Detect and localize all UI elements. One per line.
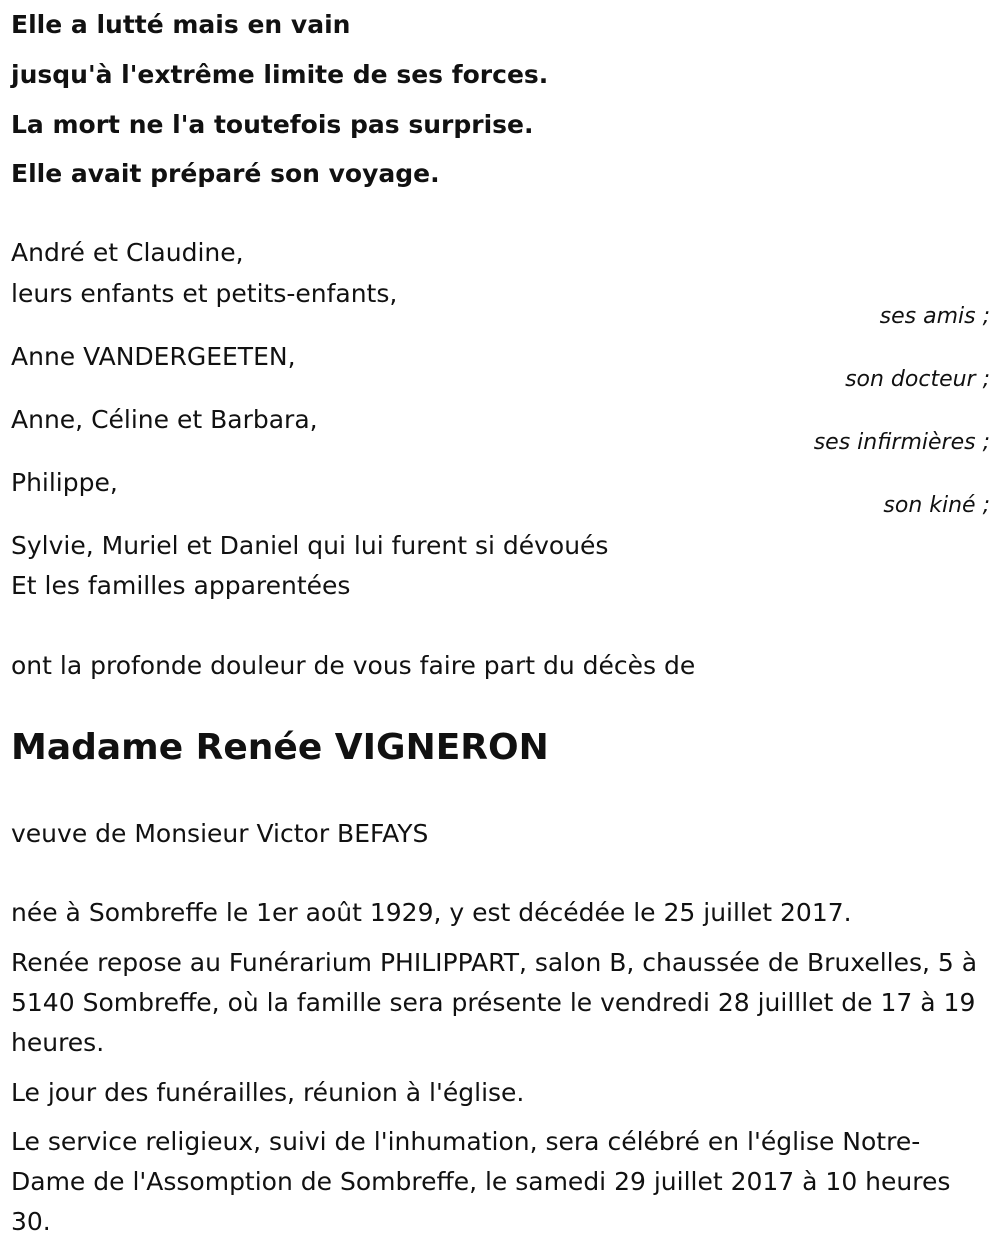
doctor-label: son docteur ; <box>845 367 990 392</box>
poem-line-3: La mort ne l'a toutefois pas surprise. <box>11 110 534 139</box>
poem-line-1: Elle a lutté mais en vain <box>11 10 351 39</box>
obituary-notice <box>11 0 991 1253</box>
poem-line-2: jusqu'à l'extrême limite de ses forces. <box>11 60 549 89</box>
repose-paragraph: Renée repose au Funérarium PHILIPPART, salon B, chaussée de Bruxelles, 5 à 5140 Sombreffe, où la famille sera présente le vendredi 28 juilllet de 17 à 19 heures. <box>11 948 978 1057</box>
announcement-text: ont la profonde douleur de vous faire part du décès de <box>11 651 696 680</box>
birth-death-text: née à Sombreffe le 1er août 1929, y est décédée le 25 juillet 2017. <box>11 898 852 927</box>
family-line-philippe: Philippe, <box>11 468 118 497</box>
family-line-anne-vandergeeten: Anne VANDERGEETEN, <box>11 342 296 371</box>
widow-of-text: veuve de Monsieur Victor BEFAYS <box>11 819 429 848</box>
service-paragraph: Le service religieux, suivi de l'inhumation, sera célébré en l'église Notre-Dame de l'Assomption de Sombreffe, le samedi 29 juillet 2017 à 10 heures 30. <box>11 1127 951 1236</box>
family-line-children: leurs enfants et petits-enfants, <box>11 279 398 308</box>
funeral-day-text: Le jour des funérailles, réunion à l'église. <box>11 1078 525 1107</box>
kine-label: son kiné ; <box>883 493 990 518</box>
family-line-related-families: Et les familles apparentées <box>11 571 351 600</box>
deceased-name: Madame Renée VIGNERON <box>11 727 549 768</box>
family-line-andre-claudine: André et Claudine, <box>11 238 244 267</box>
nurses-label: ses infirmières ; <box>813 430 990 455</box>
friends-label: ses amis ; <box>879 304 990 329</box>
poem-line-4: Elle avait préparé son voyage. <box>11 159 440 188</box>
family-line-devoted: Sylvie, Muriel et Daniel qui lui furent si dévoués <box>11 531 609 560</box>
family-line-nurses: Anne, Céline et Barbara, <box>11 405 318 434</box>
